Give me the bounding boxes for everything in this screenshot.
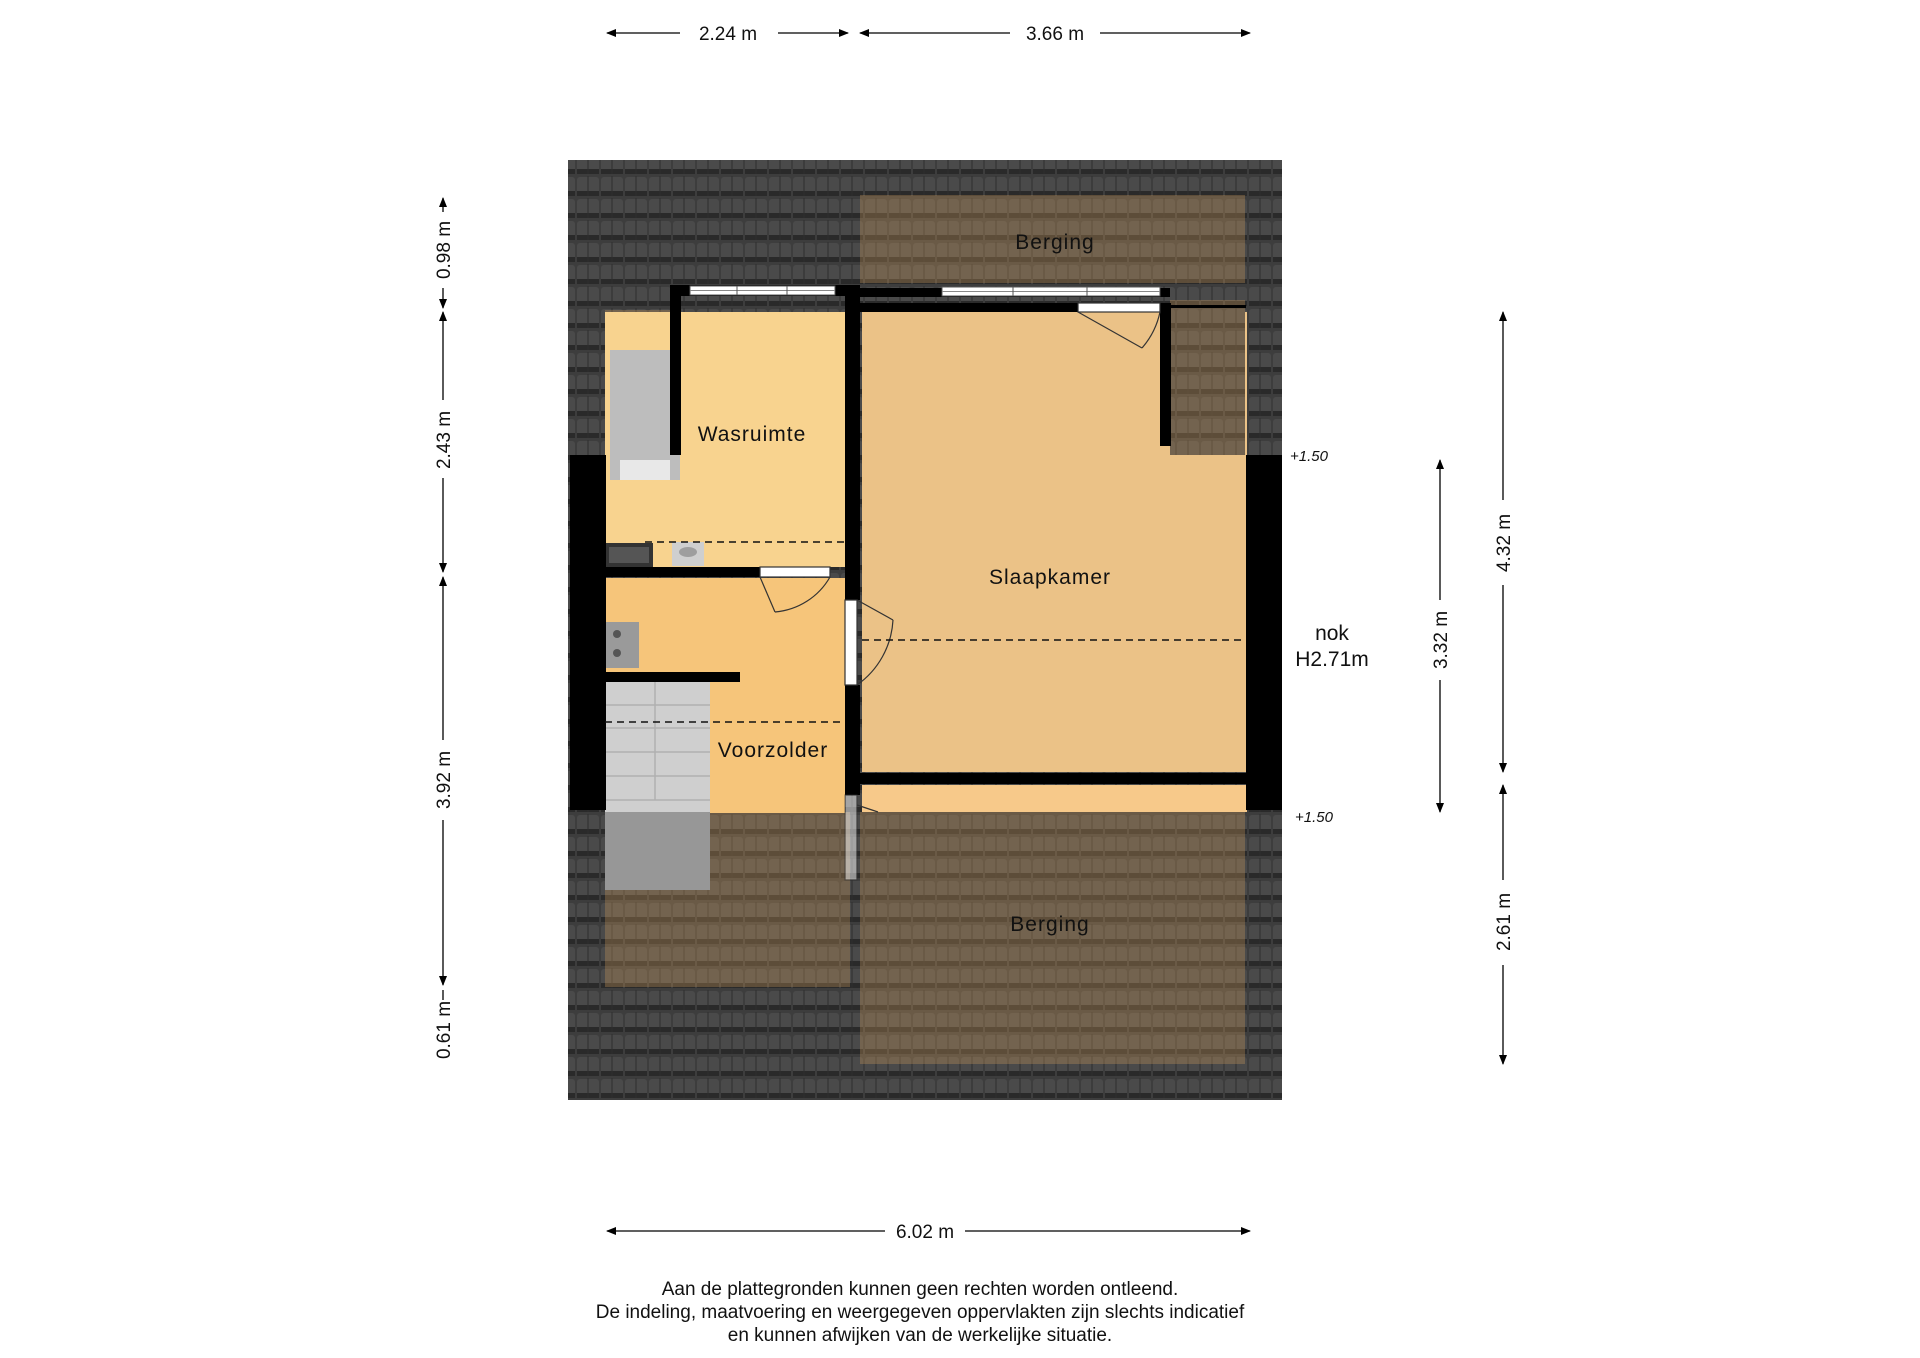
level-label-upper: +1.50 — [1290, 448, 1328, 465]
room-label-wasruimte: Wasruimte — [697, 423, 807, 446]
boiler-inner — [609, 547, 649, 563]
hob-icon-2 — [613, 649, 621, 657]
dim-right-outer-2-label: 2.61 m — [1494, 892, 1515, 952]
washing-machine-top — [620, 460, 670, 480]
sink-basin-icon — [679, 547, 697, 557]
window-wasruimte — [690, 286, 835, 295]
dim-left-2-label: 2.43 m — [434, 410, 455, 470]
ridge-label-nok: nok — [1315, 622, 1349, 645]
berging-bottom-area — [860, 812, 1245, 1064]
kitchen-unit — [605, 622, 639, 668]
dim-right-inner-label: 3.32 m — [1431, 610, 1452, 670]
dim-bottom — [607, 1222, 1250, 1243]
level-label-lower: +1.50 — [1295, 809, 1333, 826]
window-slaapkamer — [942, 287, 1160, 296]
room-label-voorzolder: Voorzolder — [717, 739, 829, 762]
dim-right-outer-1-label: 4.32 m — [1494, 513, 1515, 573]
disclaimer-line-2: De indeling, maatvoering en weergegeven oppervlakten zijn slechts indicatief — [595, 1302, 1245, 1323]
dim-top-left — [607, 24, 848, 45]
dim-top-left-label: 2.24 m — [698, 24, 758, 45]
dim-left-3-label: 3.92 m — [434, 750, 455, 810]
disclaimer-line-1: Aan de plattegronden kunnen geen rechten worden ontleend. — [661, 1279, 1179, 1300]
hob-icon-1 — [613, 630, 621, 638]
disclaimer — [360, 1278, 1480, 1347]
ridge-label-height: H2.71m — [1295, 648, 1369, 671]
dim-top-right-label: 3.66 m — [1025, 24, 1085, 45]
room-label-slaapkamer: Slaapkamer — [988, 566, 1112, 589]
dim-left-4-label: 0.61 m — [434, 1000, 455, 1060]
disclaimer-line-3: en kunnen afwijken van de werkelijke situatie. — [727, 1325, 1113, 1346]
room-label-berging-bottom: Berging — [1010, 913, 1090, 936]
dim-bottom-label: 6.02 m — [895, 1222, 955, 1243]
slaapkamer-bottom-strip — [862, 785, 1247, 812]
slaapkamer-upper-notch-overlay — [1170, 300, 1245, 455]
dim-left-1-label: 0.98 m — [434, 220, 455, 280]
room-label-berging-top: Berging — [1015, 231, 1095, 254]
dim-top-right — [860, 24, 1250, 45]
stairs-roof-shade — [605, 812, 710, 890]
